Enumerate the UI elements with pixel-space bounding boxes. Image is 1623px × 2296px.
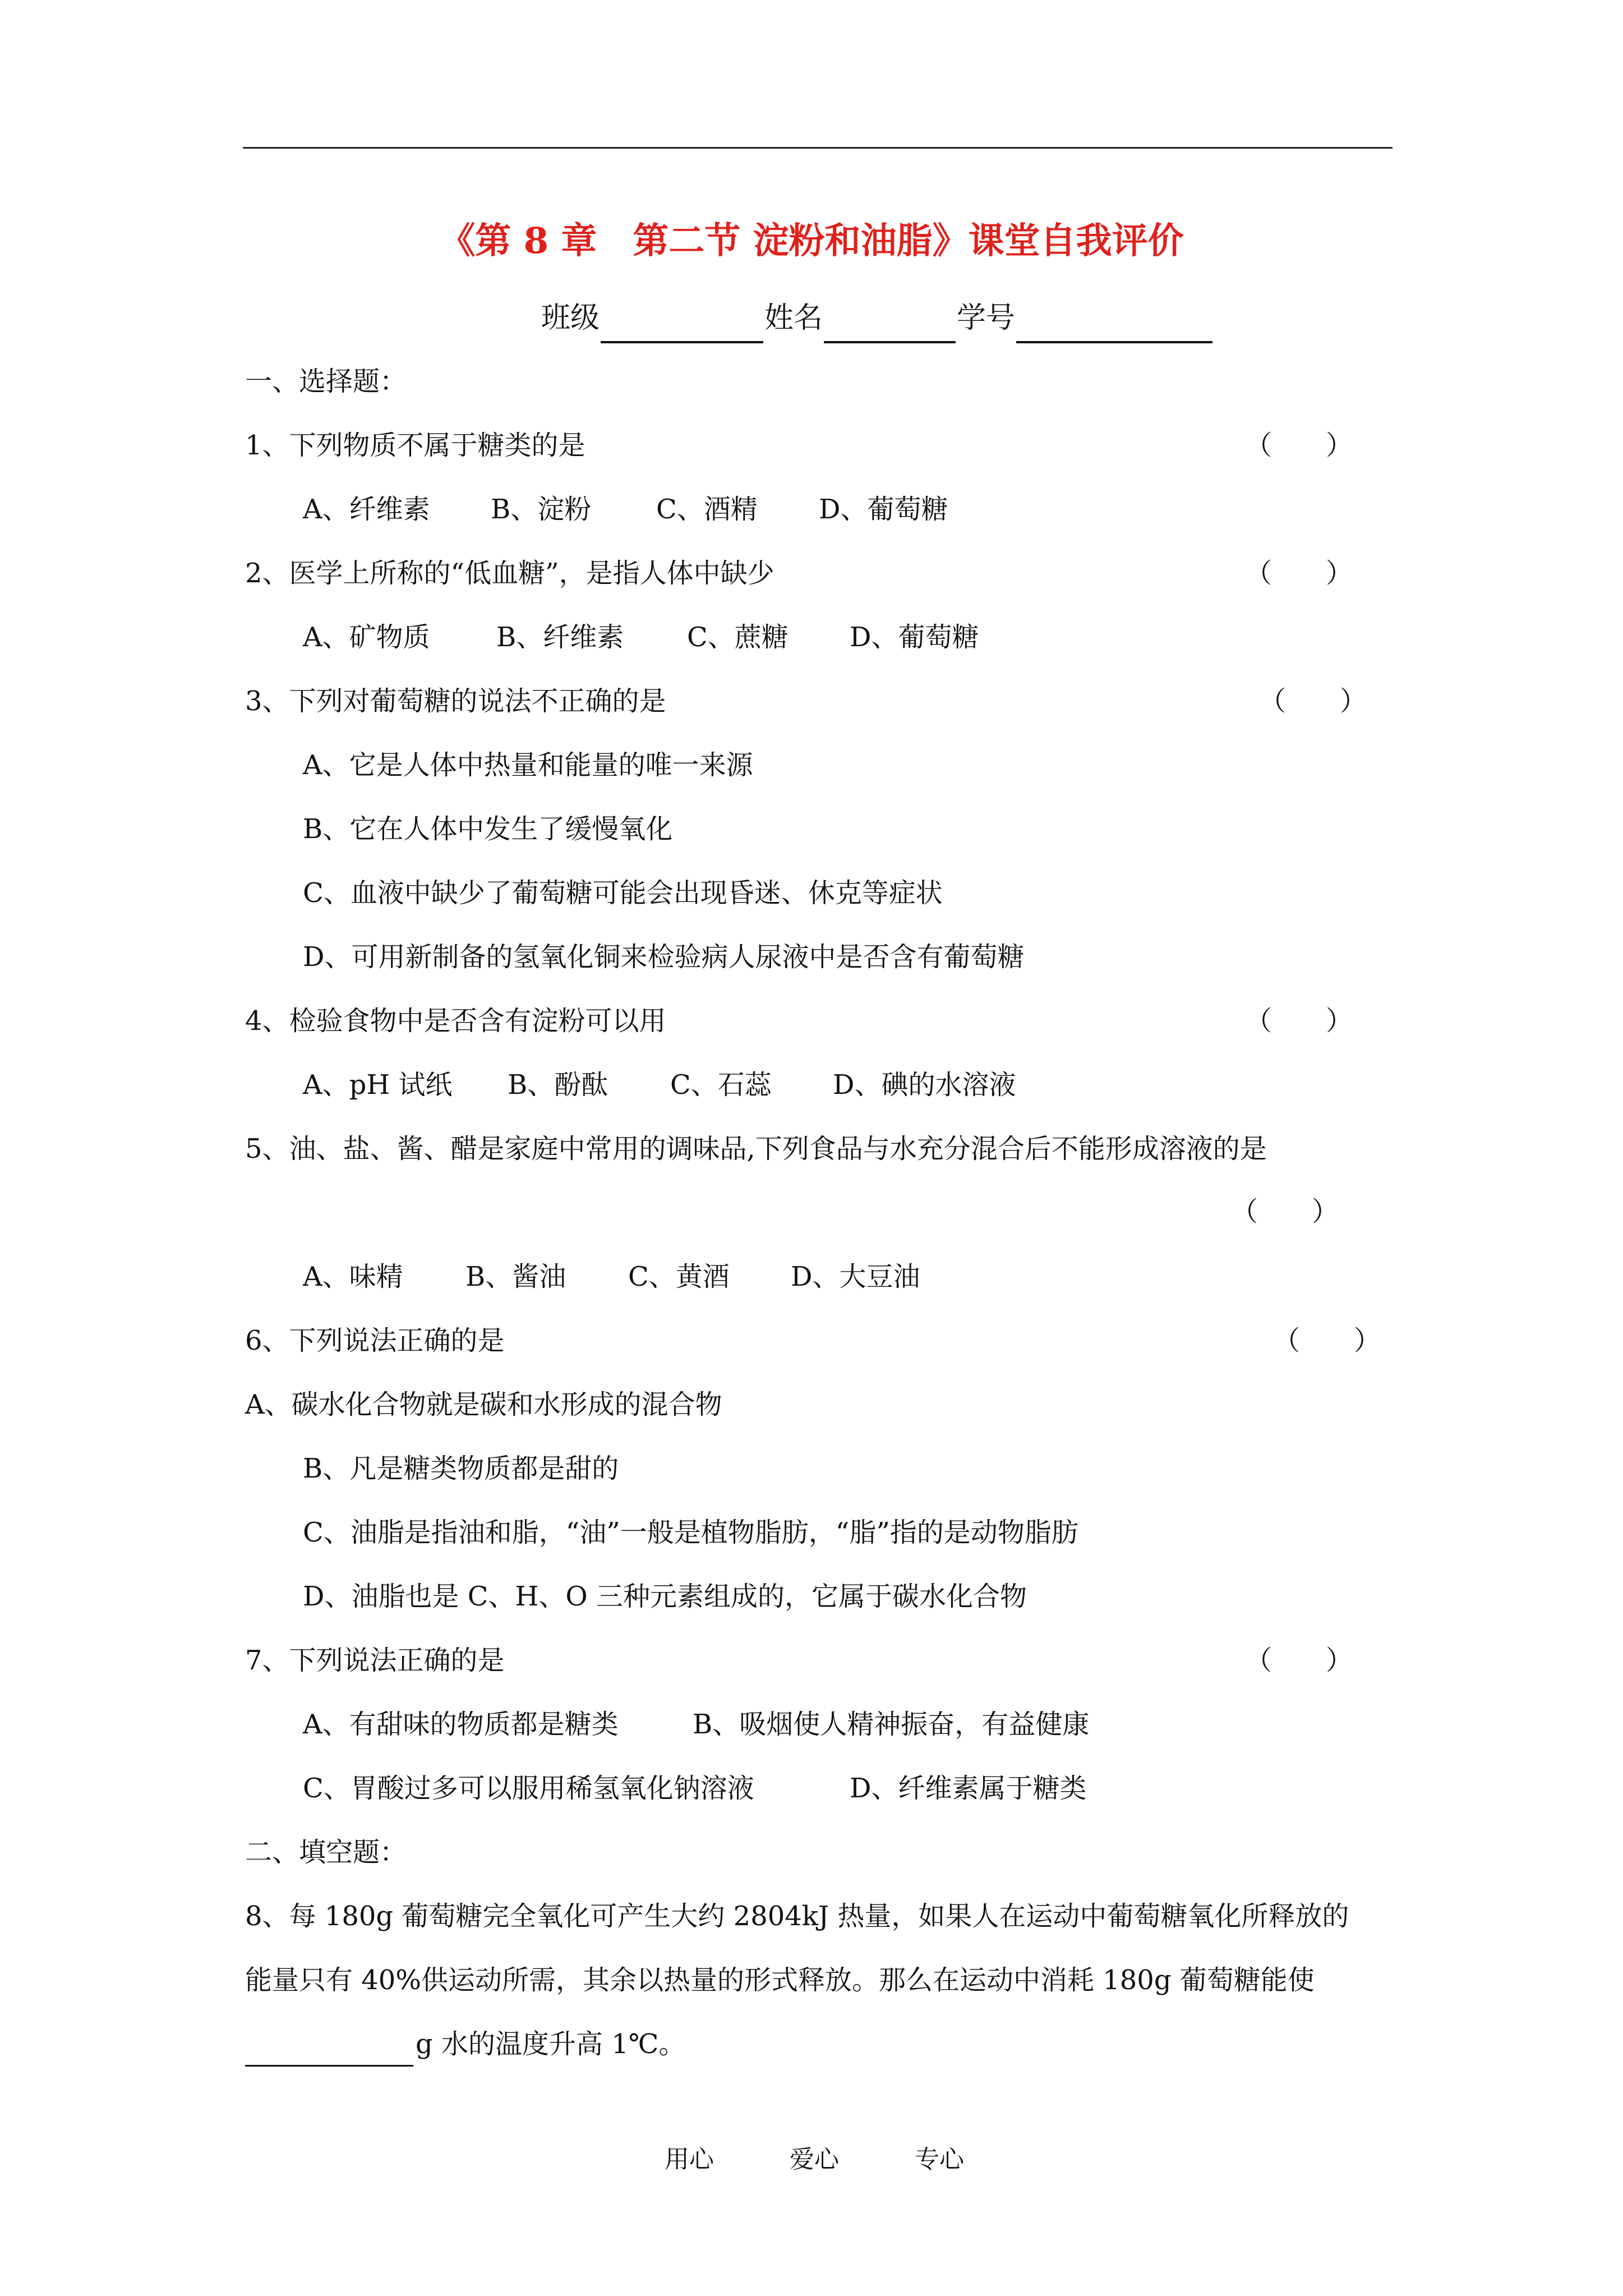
answer-paren-7[interactable]: （ ）	[1245, 1645, 1353, 1676]
option[interactable]: C、蔗糖	[687, 622, 789, 653]
option[interactable]: D、可用新制备的氢氧化铜来检验病人尿液中是否含有葡萄糖	[303, 941, 1025, 973]
question-7-options-row-1	[303, 1702, 1089, 1747]
option[interactable]: A、矿物质	[303, 622, 430, 653]
option[interactable]: C、胃酸过多可以服用稀氢氧化钠溶液	[303, 1773, 754, 1804]
number-label: 学号	[957, 301, 1016, 335]
option[interactable]: B、吸烟使人精神振奋，有益健康	[693, 1709, 1090, 1740]
name-label: 姓名	[764, 301, 823, 335]
option[interactable]: A、pH 试纸	[303, 1069, 453, 1101]
option[interactable]: A、它是人体中热量和能量的唯一来源	[303, 749, 753, 781]
header-rule	[243, 147, 1393, 149]
option[interactable]: A、纤维素	[303, 494, 430, 525]
option[interactable]: D、葡萄糖	[850, 622, 979, 653]
question-7-options-row-2	[303, 1766, 1087, 1811]
question-5-options	[303, 1254, 920, 1299]
answer-paren-1[interactable]: （ ）	[1245, 430, 1353, 461]
option[interactable]: D、碘的水溶液	[833, 1069, 1016, 1101]
question-4-stem: 4、检验食物中是否含有淀粉可以用	[245, 1005, 666, 1037]
student-info-row	[541, 293, 1214, 343]
question-2-options	[303, 615, 979, 660]
number-blank[interactable]	[1016, 306, 1212, 343]
question-2-stem: 2、医学上所称的“低血糖”，是指人体中缺少	[245, 558, 774, 589]
section-heading-fill: 二、填空题：	[245, 1837, 407, 1868]
footer-word: 爱心	[790, 2145, 839, 2174]
name-blank[interactable]	[824, 306, 956, 343]
answer-paren-2[interactable]: （ ）	[1245, 558, 1353, 589]
question-3-stem: 3、下列对葡萄糖的说法不正确的是	[245, 685, 666, 717]
option[interactable]: B、酱油	[465, 1261, 566, 1292]
answer-paren-5[interactable]: （ ）	[1231, 1196, 1339, 1227]
option[interactable]: C、酒精	[656, 494, 758, 525]
answer-paren-4[interactable]: （ ）	[1245, 1005, 1353, 1037]
option[interactable]: D、葡萄糖	[819, 494, 948, 525]
footer-word: 专心	[915, 2145, 964, 2174]
page-title: 《第 8 章 第二节 淀粉和油脂》课堂自我评价	[439, 220, 1184, 262]
option[interactable]: A、碳水化合物就是碳和水形成的混合物	[245, 1389, 722, 1420]
question-6-stem: 6、下列说法正确的是	[245, 1325, 505, 1356]
question-7-stem: 7、下列说法正确的是	[245, 1645, 505, 1676]
answer-blank-8[interactable]	[245, 2033, 413, 2067]
option[interactable]: B、淀粉	[491, 494, 592, 525]
question-4-options	[303, 1062, 1016, 1107]
answer-paren-6[interactable]: （ ）	[1273, 1325, 1381, 1356]
option[interactable]: B、纤维素	[496, 622, 624, 653]
option[interactable]: A、味精	[303, 1261, 403, 1292]
option[interactable]: A、有甜味的物质都是糖类	[303, 1709, 619, 1740]
question-8-line-2: 能量只有 40%供运动所需，其余以热量的形式释放。那么在运动中消耗 180g 葡萄糖能使	[245, 1964, 1315, 1996]
question-8-line-3	[245, 2022, 685, 2067]
section-heading-choice: 一、选择题：	[245, 366, 407, 397]
class-label: 班级	[541, 301, 600, 335]
option[interactable]: D、纤维素属于糖类	[850, 1773, 1087, 1804]
option[interactable]: B、酚酞	[508, 1069, 608, 1101]
option[interactable]: B、凡是糖类物质都是甜的	[303, 1453, 619, 1484]
answer-paren-3[interactable]: （ ）	[1259, 685, 1367, 717]
footer-motto	[665, 2140, 1040, 2179]
option[interactable]: D、大豆油	[791, 1261, 920, 1292]
option[interactable]: C、血液中缺少了葡萄糖可能会出现昏迷、休克等症状	[303, 877, 943, 909]
option[interactable]: D、油脂也是 C、H、O 三种元素组成的，它属于碳水化合物	[303, 1581, 1027, 1612]
question-1-options	[303, 487, 948, 532]
class-blank[interactable]	[601, 306, 763, 343]
question-1-stem: 1、下列物质不属于糖类的是	[245, 430, 585, 461]
option[interactable]: B、它在人体中发生了缓慢氧化	[303, 813, 673, 845]
option[interactable]: C、油脂是指油和脂，“油”一般是植物脂肪，“脂”指的是动物脂肪	[303, 1517, 1078, 1548]
question-5-stem: 5、油、盐、酱、醋是家庭中常用的调味品,下列食品与水充分混合后不能形成溶液的是	[245, 1133, 1267, 1165]
option[interactable]: C、石蕊	[670, 1069, 772, 1101]
option[interactable]: C、黄酒	[628, 1261, 730, 1292]
footer-word: 用心	[665, 2145, 714, 2174]
question-8-line-3-text: g 水的温度升高 1℃。	[416, 2028, 686, 2060]
question-8-line-1: 8、每 180g 葡萄糖完全氧化可产生大约 2804kJ 热量，如果人在运动中葡萄糖氧化所释放的	[245, 1901, 1349, 1932]
